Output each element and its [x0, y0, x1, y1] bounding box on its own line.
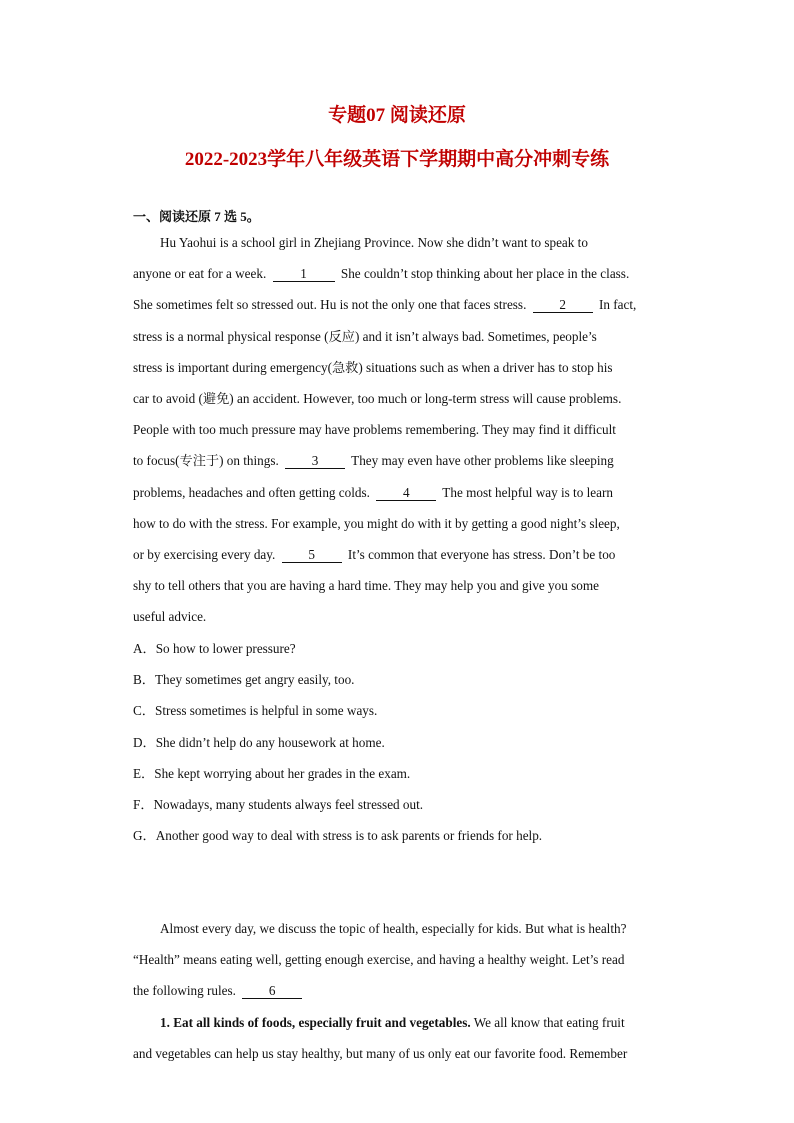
answer-blank-4: 4	[376, 485, 436, 501]
passage-line: Almost every day, we discuss the topic of health, especially for kids. But what is health?	[160, 921, 627, 936]
passage-line: useful advice.	[133, 609, 207, 625]
passage-line: how to do with the stress. For example, you might do with it by getting a good night’s sleep,	[133, 515, 620, 531]
passage-line: She sometimes felt so stressed out. Hu is not the only one that faces stress. 2 In fact,	[133, 297, 637, 313]
answer-blank-3: 3	[285, 453, 345, 469]
option-d: D．She didn’t help do any housework at home.	[133, 734, 385, 750]
passage-2	[133, 913, 663, 1069]
passage-line: People with too much pressure may have problems remembering. They may find it difficult	[133, 422, 616, 438]
passage-line: the following rules. 6	[133, 975, 663, 1006]
passage-line: and vegetables can help us stay healthy, but many of us only eat our favorite food. Remember	[133, 1045, 628, 1061]
passage-1	[133, 227, 663, 633]
answer-blank-1: 1	[273, 266, 335, 282]
passage-line: or by exercising every day. 5 It’s common that everyone has stress. Don’t be too	[133, 547, 616, 563]
page-title: 专题07 阅读还原	[328, 105, 466, 126]
page-subtitle: 2022-2023学年八年级英语下学期期中高分冲刺专练	[184, 149, 610, 170]
option-f: F．Nowadays, many students always feel stressed out.	[133, 797, 424, 813]
option-e: E．She kept worrying about her grades in the exam.	[133, 765, 411, 781]
passage-line: anyone or eat for a week. 1 She couldn’t stop thinking about her place in the class.	[133, 266, 630, 282]
option-a: A．So how to lower pressure?	[133, 641, 296, 656]
passage-line: shy to tell others that you are having a hard time. They may help you and give you some	[133, 578, 599, 594]
option-c: C．Stress sometimes is helpful in some ways.	[133, 703, 378, 719]
option-g: G．Another good way to deal with stress is to ask parents or friends for help.	[133, 828, 543, 844]
option-b: B．They sometimes get angry easily, too.	[133, 672, 355, 688]
passage-line: “Health” means eating well, getting enough exercise, and having a healthy weight. Let’s read	[133, 952, 625, 968]
answer-blank-5: 5	[282, 547, 342, 563]
passage-line: 1. Eat all kinds of foods, especially fruit and vegetables. We all know that eating fruit	[160, 1014, 625, 1030]
options-list	[133, 633, 542, 851]
rule-heading: 1. Eat all kinds of foods, especially fruit and vegetables.	[160, 1014, 471, 1030]
passage-line: car to avoid (避免) an accident. However, too much or long-term stress will cause problems.	[133, 391, 622, 407]
passage-line: to focus(专注于) on things. 3 They may even have other problems like sleeping	[133, 453, 614, 469]
section-heading: 一、阅读还原 7 选 5。	[133, 209, 260, 224]
passage-line: stress is a normal physical response (反应) and it isn’t always bad. Sometimes, people’s	[133, 328, 597, 344]
passage-line: stress is important during emergency(急救) situations such as when a driver has to stop his	[133, 359, 613, 375]
passage-line: problems, headaches and often getting colds. 4 The most helpful way is to learn	[133, 484, 613, 500]
answer-blank-2: 2	[533, 297, 593, 313]
answer-blank-6: 6	[242, 983, 302, 999]
passage-line: Hu Yaohui is a school girl in Zhejiang Province. Now she didn’t want to speak to	[160, 235, 588, 250]
